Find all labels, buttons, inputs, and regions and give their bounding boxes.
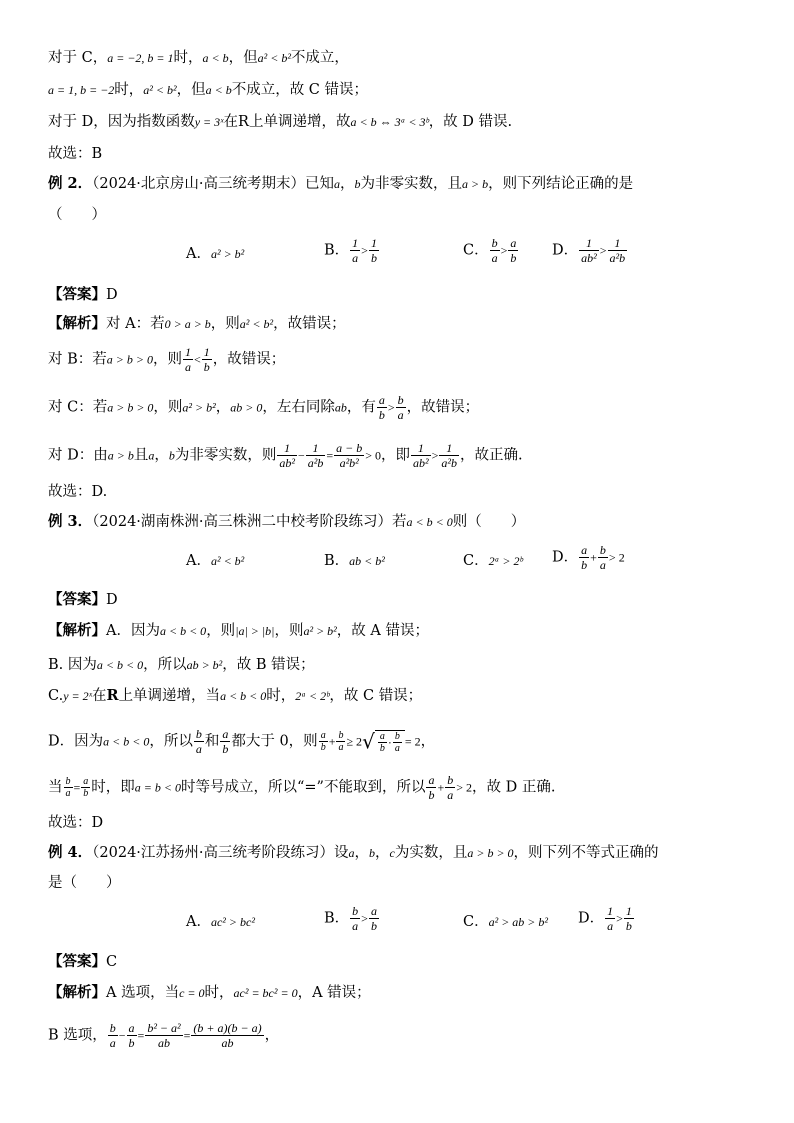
sqrt-icon: √: [362, 729, 375, 754]
option-c: C．a² > ab > b²: [463, 914, 548, 930]
analysis-line: 对 D：由a > b且a，b为非零实数，则 $\frac{1}{\text{ab²}}$ − $\frac{1}{\text{a²b}}$ = $\frac{a - b}{\text{a²b²}}$ > 0，即 $\frac{1}{\text{ab²}}$ > $\frac{1}{\text{a²b}}$ ，故正确.: [48, 441, 523, 470]
analysis-line: D．因为a < b < 0，所以 $\frac{b}{a}$ 和 $\frac{a}{b}$ 都大于 0，则 $\frac{a}{b}$ + $\frac{b}{a}$ ≥ 2√ $\frac{a}{b}$ · $\frac{b}{a}$ = 2，: [48, 727, 436, 756]
option-b: B． $\frac{b}{a}$ > $\frac{a}{b}$: [324, 904, 377, 933]
example-2-stem: 例 2．（2024·北京房山·高三统考期末）已知a，b为非零实数，且a > b，则下列结论正确的是: [48, 175, 634, 192]
text-line: 对于 C，a = −2, b = 1时，a < b，但a² < b²不成立，: [48, 50, 349, 66]
option-d: D． $\frac{a}{b}$ + $\frac{b}{a}$ > 2: [552, 543, 625, 572]
analysis-line: 【解析】对 A：若0 > a > b，则a² < b²，故错误；: [48, 315, 346, 332]
option-b: B．ab < b²: [324, 553, 385, 569]
option-a: A．ac² > bc²: [186, 914, 255, 930]
choice-line: 故选：D: [48, 815, 104, 831]
text-line: a = 1, b = −2时，a² < b²，但a < b不成立，故 C 错误；: [48, 82, 369, 98]
choice-line: 故选：B: [48, 146, 103, 162]
answer-line: 【答案】D: [48, 591, 118, 608]
example-2-paren: （ ）: [48, 207, 106, 223]
option-c: C． $\frac{b}{a}$ > $\frac{a}{b}$: [463, 236, 517, 265]
example-4-stem: 例 4．（2024·江苏扬州·高三统考阶段练习）设a，b，c为实数，且a > b > 0，则下列不等式正确的: [48, 844, 659, 861]
example-4-paren: 是（ ）: [48, 875, 121, 891]
example-label: 例 3．: [48, 513, 93, 530]
option-d: D． $\frac{1}{\text{ab²}}$ > $\frac{1}{\text{a²b}}$: [552, 236, 626, 265]
option-b: B． $\frac{1}{a}$ > $\frac{1}{b}$: [324, 236, 377, 265]
option-d: D． $\frac{1}{a}$ > $\frac{1}{b}$: [578, 904, 632, 933]
analysis-line: 对 C：若a > b > 0，则a² > b²，ab > 0，左右同除ab，有 $\frac{a}{b}$ > $\frac{b}{a}$ ，故错误；: [48, 393, 480, 422]
text-line: 对于 D，因为指数函数y = 3ˣ在R上单调递增，故a < b ⇔ 3ᵃ < 3ᵇ，故 D 错误.: [48, 114, 513, 130]
analysis-line: C.y = 2ˣ在R上单调递增，当a < b < 0时，2ᵃ < 2ᵇ，故 C 错误；: [48, 687, 423, 704]
analysis-line: 对 B：若a > b > 0，则 $\frac{1}{a}$ < $\frac{1}{b}$ ，故错误；: [48, 345, 286, 374]
analysis-line: B. 因为a < b < 0，所以ab > b²，故 B 错误；: [48, 657, 315, 673]
analysis-line: 当 $\frac{b}{a}$ = $\frac{a}{b}$ 时，即a = b < 0时等号成立，所以“=”不能取到，所以 $\frac{a}{b}$ + $\frac{b}{a}$ > 2，故 D 正确.: [48, 773, 556, 802]
example-3-stem: 例 3．（2024·湖南株洲·高三株洲二中校考阶段练习）若a < b < 0则（ ）: [48, 513, 526, 530]
option-a: A．a² < b²: [186, 553, 245, 569]
analysis-line: B 选项， $\frac{b}{a}$ − $\frac{a}{b}$ = $\frac{\text{b² − a²}}{ab}$ = $\frac{(b + a)(b - a)}{ab}$ ，: [48, 1021, 280, 1050]
analysis-line: 【解析】A．因为a < b < 0，则|a| > |b|，则a² > b²，故 A 错误；: [48, 622, 429, 639]
example-label: 例 4．: [48, 844, 93, 861]
answer-line: 【答案】D: [48, 286, 118, 303]
example-label: 例 2．: [48, 175, 93, 192]
option-a: A．a² > b²: [186, 246, 245, 262]
option-c: C．2ᵃ > 2ᵇ: [463, 553, 523, 569]
choice-line: 故选：D.: [48, 484, 108, 500]
answer-line: 【答案】C: [48, 953, 118, 970]
analysis-line: 【解析】A 选项，当c = 0时，ac² = bc² = 0，A 错误；: [48, 984, 371, 1001]
